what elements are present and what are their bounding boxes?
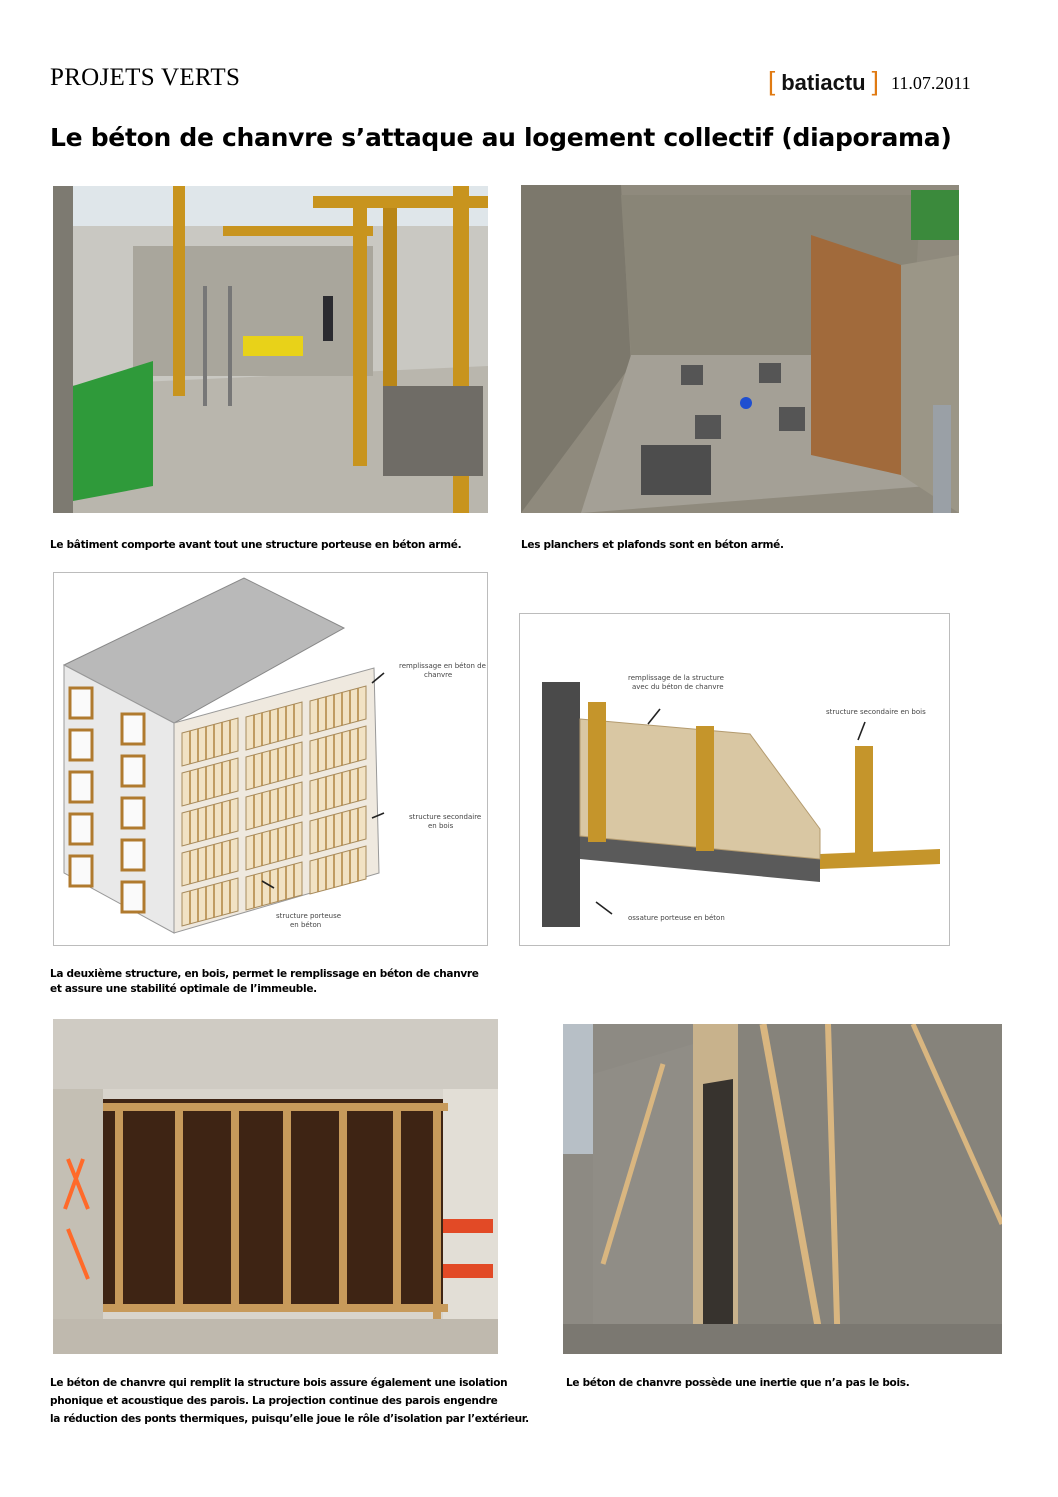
window-frame bbox=[70, 688, 92, 718]
brand-logo: [ batiactu ] bbox=[768, 66, 879, 96]
photo-hemp-wall bbox=[563, 1024, 1002, 1354]
diagram-building-axonometric bbox=[53, 572, 488, 946]
window-frame bbox=[70, 856, 92, 886]
caption-3-line-1: La deuxième structure, en bois, permet le remplissage en béton de chanvre bbox=[50, 968, 479, 980]
wood-plank bbox=[820, 849, 940, 869]
label-wood-1: structure secondaire bbox=[409, 813, 482, 821]
photo-construction-site bbox=[53, 186, 488, 513]
label-concrete: ossature porteuse en béton bbox=[628, 914, 725, 922]
caption-1: Le bâtiment comporte avant tout une structure porteuse en béton armé. bbox=[50, 539, 462, 551]
diagram-wall-section bbox=[519, 613, 950, 946]
section-label: PROJETS VERTS bbox=[50, 64, 241, 91]
label-fill-1: remplissage de la structure bbox=[628, 674, 724, 682]
photo-interior-wood-frame bbox=[53, 1019, 498, 1354]
wood-post-3 bbox=[855, 746, 873, 856]
caption-4-line-1: Le béton de chanvre qui remplit la structure bois assure également une isolation bbox=[50, 1377, 508, 1389]
window-frame bbox=[122, 756, 144, 786]
caption-3-line-2: et assure une stabilité optimale de l’immeuble. bbox=[50, 983, 317, 995]
label-concrete-1: structure porteuse bbox=[276, 912, 342, 920]
window-frame bbox=[70, 814, 92, 844]
article-title: Le béton de chanvre s’attaque au logement collectif (diaporama) bbox=[50, 123, 952, 152]
caption-5: Le béton de chanvre possède une inertie que n’a pas le bois. bbox=[566, 1377, 910, 1389]
window-frame bbox=[70, 730, 92, 760]
caption-4-line-3: la réduction des ponts thermiques, puisqu’elle joue le rôle d’isolation par l’extérieur. bbox=[50, 1413, 529, 1425]
label-fill-2: chanvre bbox=[424, 671, 453, 679]
publication-date: 11.07.2011 bbox=[891, 73, 971, 93]
caption-4-line-2: phonique et acoustique des parois. La projection continue des parois engendre bbox=[50, 1395, 498, 1407]
window-frame bbox=[122, 798, 144, 828]
wood-post-1 bbox=[588, 702, 606, 842]
window-frame bbox=[122, 714, 144, 744]
window-frame bbox=[122, 882, 144, 912]
label-wood: structure secondaire en bois bbox=[826, 708, 926, 716]
window-frame bbox=[70, 772, 92, 802]
photo-excavation bbox=[521, 185, 959, 513]
wood-post-2 bbox=[696, 726, 714, 851]
label-fill-2: avec du béton de chanvre bbox=[632, 683, 724, 691]
window-frame bbox=[122, 840, 144, 870]
concrete-column bbox=[542, 682, 580, 927]
label-fill-1: remplissage en béton de bbox=[399, 662, 486, 670]
label-concrete-2: en béton bbox=[290, 921, 322, 929]
caption-2: Les planchers et plafonds sont en béton armé. bbox=[521, 539, 784, 551]
label-wood-2: en bois bbox=[428, 822, 454, 830]
